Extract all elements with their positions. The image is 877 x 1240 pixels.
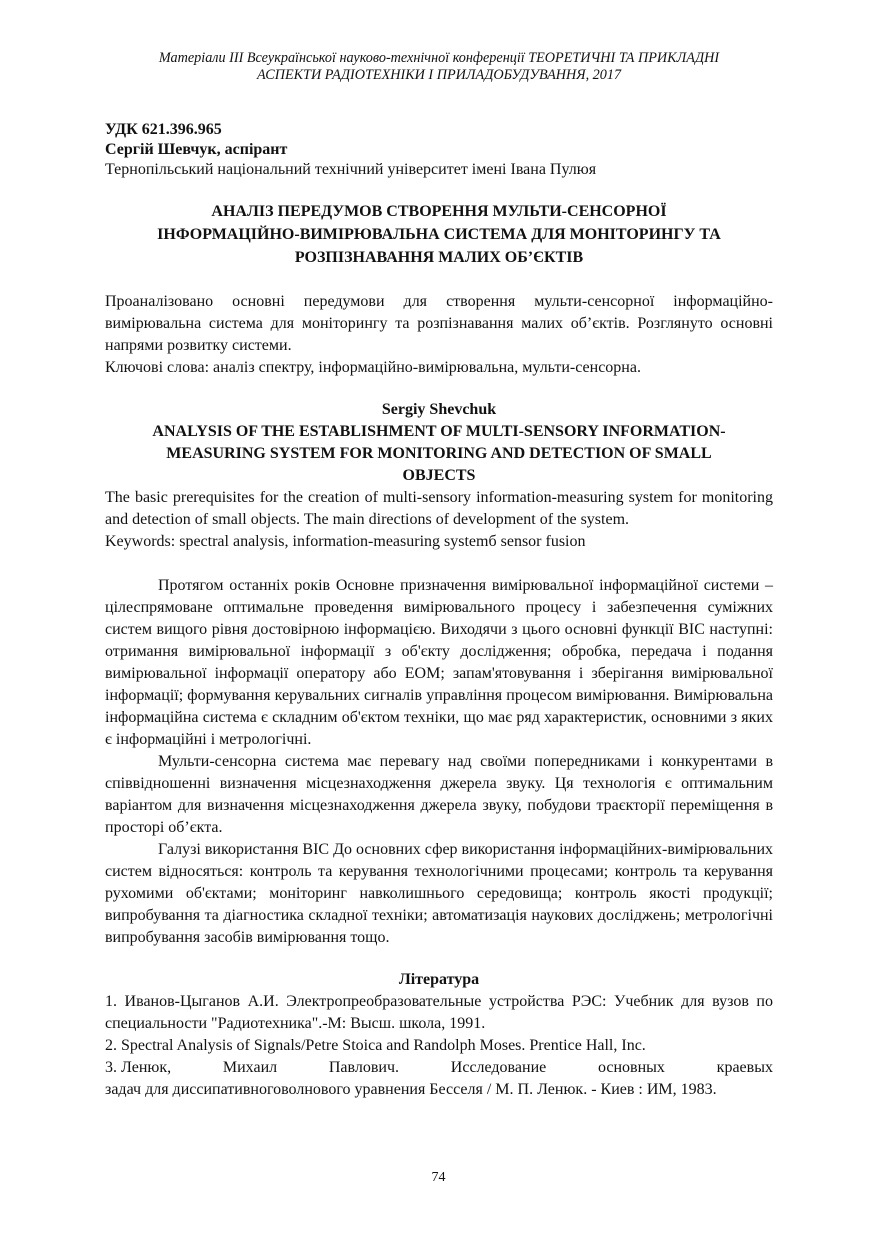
reference-item: 2. Spectral Analysis of Signals/Petre Stoica and Randolph Moses. Prentice Hall, Inc. bbox=[105, 1037, 646, 1054]
running-head-line1: Матеріали ІІІ Всеукраїнської науково-технічної конференції ТЕОРЕТИЧНІ ТА ПРИКЛАДНІ bbox=[158, 50, 720, 66]
title-ua-line3: РОЗПІЗНАВАННЯ МАЛИХ ОБ’ЄКТІВ bbox=[294, 249, 584, 266]
title-en-line3: OBJECTS bbox=[402, 467, 476, 484]
references-heading: Література bbox=[398, 971, 480, 988]
title-en bbox=[105, 421, 773, 487]
title-ua-line1: АНАЛІЗ ПЕРЕДУМОВ СТВОРЕННЯ МУЛЬТИ-СЕНСОРНОЇ bbox=[211, 203, 667, 220]
reference-item bbox=[105, 1057, 773, 1101]
reference-item: 1. Иванов-Цыганов А.И. Электропреобразовательные устройства РЭС: Учебник для вузов по специальности "Радиотехника".-М: Высш. школа, 1991. bbox=[105, 993, 773, 1032]
keywords-ua: Ключові слова: аналіз спектру, інформаційно-вимірювальна, мульти-сенсорна. bbox=[105, 359, 641, 376]
title-en-line2: MEASURING SYSTEM FOR MONITORING AND DETECTION OF SMALL bbox=[166, 445, 712, 462]
reference-3-rest: задач для диссипативноговолнового уравнения Бесселя / М. П. Ленюк. - Киев : ИМ, 1983. bbox=[105, 1081, 717, 1098]
udc-code: УДК 621.396.965 bbox=[105, 121, 222, 138]
reference-3-word: краевых bbox=[716, 1059, 773, 1076]
running-head bbox=[95, 50, 783, 84]
body-paragraph: Галузі використання ВІС До основних сфер використання інформаційних-вимірювальних систем відносяться: контроль та керування технологічними процесами; контроль та керування рухомими об'єктами; моніторинг навколишнього середовища; контроль якості продукції; випробування та діагностика складної техніки; автоматизація наукових досліджень; метрологічні випробування засобів вимірювання тощо. bbox=[105, 841, 773, 946]
reference-3-word: 3. Ленюк, bbox=[105, 1059, 172, 1076]
title-ua bbox=[105, 200, 773, 269]
affiliation-ua: Тернопільський національний технічний університет імені Івана Пулюя bbox=[105, 161, 597, 178]
reference-3-word: Михаил bbox=[222, 1059, 278, 1076]
reference-3-word: Павлович. bbox=[328, 1059, 400, 1076]
abstract-en: The basic prerequisites for the creation of multi-sensory information-measuring system for monitoring and detection of small objects. The main directions of development of the system. bbox=[105, 489, 773, 528]
body-paragraph: Мульти-сенсорна система має перевагу над своїми попередниками і конкурентами в співвідношенні визначення місцезнаходження джерела звуку. Ця технологія є оптимальним варіантом для визначення місцезнаходження джерела звуку, побудови траєкторії переміщення в просторі об’єкта. bbox=[105, 753, 773, 836]
author-ua: Сергій Шевчук, аспірант bbox=[105, 141, 288, 158]
title-en-line1: ANALYSIS OF THE ESTABLISHMENT OF MULTI-SENSORY INFORMATION- bbox=[152, 423, 726, 440]
abstract-ua: Проаналізовано основні передумови для створення мульти-сенсорної інформаційно-вимірювальна система для моніторингу та розпізнавання малих об’єктів. Розглянуто основні напрями розвитку системи. bbox=[105, 293, 773, 354]
reference-3-word: Исследование bbox=[450, 1059, 547, 1076]
running-head-line2: АСПЕКТИ РАДІОТЕХНІКИ І ПРИЛАДОБУДУВАННЯ, 2017 bbox=[256, 67, 622, 83]
reference-3-word: основных bbox=[597, 1059, 665, 1076]
keywords-en: Keywords: spectral analysis, information-measuring systemб sensor fusion bbox=[105, 533, 586, 550]
paper-page bbox=[105, 50, 773, 1101]
body-paragraph: Протягом останніх років Основне призначення вимірювальної інформаційної системи – цілеспрямоване оптимальне проведення вимірювального процесу і забезпечення суміжних систем вищого рівня достовірною інформацією. Виходячи з цього основні функції ВІС наступні: отримання вимірювальної інформації з об'єкту дослідження; обробка, передача і подання вимірювальної інформації оператору або ЕОМ; запам'ятовування і зберігання вимірювальної інформації; формування керувальних сигналів управління процесом вимірювання. Вимірювальна інформаційна система є складним об'єктом техніки, що має ряд характеристик, основними з яких є інформаційні і метрологічні. bbox=[105, 577, 773, 748]
title-ua-line2: ІНФОРМАЦІЙНО-ВИМІРЮВАЛЬНА СИСТЕМА ДЛЯ МОНІТОРИНГУ ТА bbox=[157, 226, 721, 243]
page-number: 74 bbox=[431, 1170, 446, 1185]
reference-3-first-line bbox=[105, 1057, 773, 1079]
author-en: Sergiy Shevchuk bbox=[381, 401, 497, 418]
